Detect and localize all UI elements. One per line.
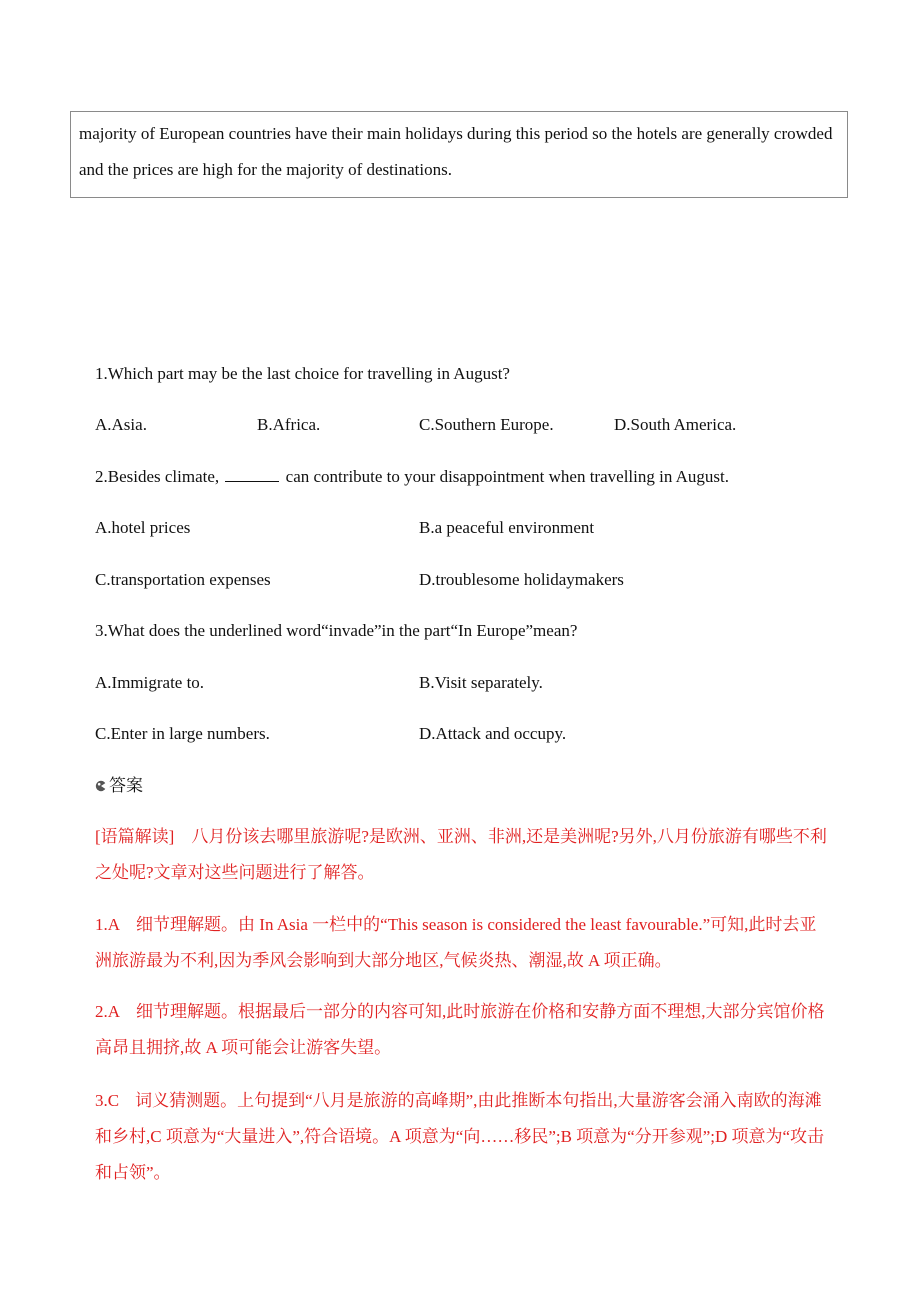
question-1-stem: 1.Which part may be the last choice for travelling in August?	[95, 364, 510, 383]
question-2-option-c: C.transportation expenses	[95, 570, 271, 589]
answer-3-label: 3.C	[95, 1091, 120, 1110]
passage-interpretation-text: [语篇解读] 八月份该去哪里旅游呢?是欧洲、亚洲、非洲,还是美洲呢?另外,八月份旅游有哪些不利之处呢?文章对这些问题进行了解答。	[95, 827, 827, 882]
question-2-option-d: D.troublesome holidaymakers	[419, 570, 624, 589]
passage-text: majority of European countries have their main holidays during this period so the hotels are generally crowded and the prices are high for the majority of destinations.	[79, 124, 833, 179]
answer-explanation-3	[95, 1083, 830, 1191]
question-3-option-c: C.Enter in large numbers.	[95, 724, 270, 743]
question-1-option-d: D.South America.	[614, 415, 737, 434]
passage-excerpt-box	[70, 111, 848, 198]
question-3-option-d: D.Attack and occupy.	[419, 724, 567, 743]
answer-1-text: 细节理解题。由 In Asia 一栏中的“This season is considered the least favourable.”可知,此时去亚洲旅游最为不利,因为季风会影响到大部分地区,气候炎热、潮湿,故 A 项正确。	[95, 915, 817, 970]
question-2-stem-after: can contribute to your disappointment when travelling in August.	[285, 467, 730, 486]
answer-key-icon	[95, 780, 107, 792]
answer-2-text: 细节理解题。根据最后一部分的内容可知,此时旅游在价格和安静方面不理想,大部分宾馆价格高昂且拥挤,故 A 项可能会让游客失望。	[95, 1002, 825, 1057]
answer-explanation-1	[95, 907, 830, 979]
question-2-option-b: B.a peaceful environment	[419, 518, 595, 537]
question-2-stem-before: 2.Besides climate,	[95, 467, 220, 486]
passage-interpretation	[95, 819, 830, 891]
question-2-option-a: A.hotel prices	[95, 518, 191, 537]
answer-heading	[95, 774, 143, 798]
answer-1-label: 1.A	[95, 915, 121, 934]
question-2-blank	[225, 465, 279, 482]
answer-3-text: 词义猜测题。上句提到“八月是旅游的高峰期”,由此推断本句指出,大量游客会涌入南欧的海滩和乡村,C 项意为“大量进入”,符合语境。A 项意为“向……移民”;B 项意为“分开参观”;D 项意为“攻击和占领”。	[95, 1091, 825, 1182]
answer-title: 答案	[109, 776, 143, 795]
question-3-option-a: A.Immigrate to.	[95, 673, 205, 692]
question-3-option-b: B.Visit separately.	[419, 673, 543, 692]
answer-explanation-2	[95, 994, 830, 1066]
answer-2-label: 2.A	[95, 1002, 121, 1021]
question-1-option-a: A.Asia.	[95, 415, 147, 434]
question-2-stem	[95, 465, 729, 489]
question-1-option-c: C.Southern Europe.	[419, 415, 554, 434]
question-3-stem: 3.What does the underlined word“invade”in the part“In Europe”mean?	[95, 621, 578, 640]
question-1-option-b: B.Africa.	[257, 415, 321, 434]
